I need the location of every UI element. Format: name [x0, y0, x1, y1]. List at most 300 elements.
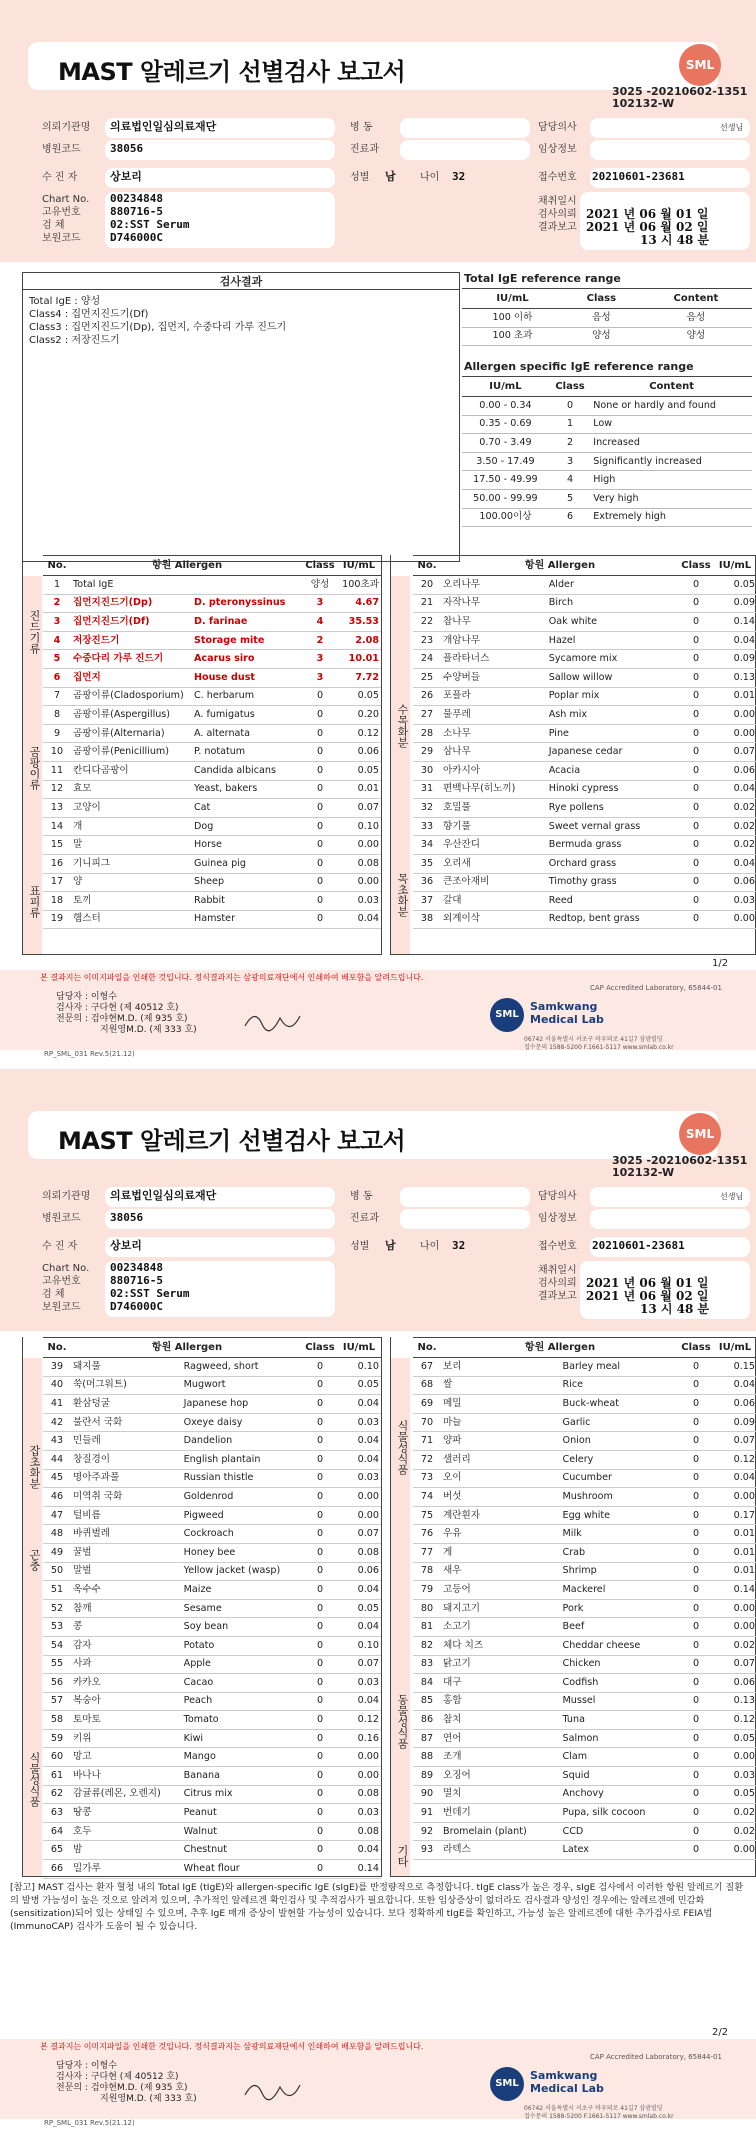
allergen-table-right	[390, 555, 756, 955]
allergen-class: 0	[303, 706, 337, 725]
allergen-value: 0.04	[337, 1450, 381, 1469]
allergen-kr: 집먼지	[71, 668, 192, 687]
allergen-en: Pigweed	[182, 1506, 303, 1525]
allergen-en: Tomato	[182, 1711, 303, 1730]
allergen-kr: 감자	[71, 1636, 182, 1655]
allergen-no: 27	[413, 706, 441, 725]
reception-value: 20210601-23681	[592, 1239, 685, 1252]
page-number: 2/2	[712, 2027, 729, 2038]
allergen-kr: 참치	[441, 1711, 561, 1730]
allergen-kr: 메밀	[441, 1395, 561, 1414]
allergen-class: 3	[303, 594, 337, 613]
col-header: Class	[303, 1338, 337, 1358]
allergen-en: Apple	[182, 1655, 303, 1674]
category-plant-food-2: 식물성식품	[391, 1358, 410, 1507]
allergen-kr: 창질경이	[71, 1450, 182, 1469]
table-row	[43, 1655, 381, 1674]
allergen-value: 0.12	[337, 1711, 381, 1730]
allergen-value: 0.00	[337, 873, 381, 892]
allergen-value: 0.06	[713, 1674, 756, 1693]
allergen-en: Reed	[547, 892, 679, 911]
allergen-en: Buck-wheat	[561, 1395, 679, 1414]
table-row	[413, 1543, 756, 1562]
allergen-class: 0	[679, 1450, 713, 1469]
allergen-class: 0	[679, 743, 713, 762]
allergen-value: 7.72	[337, 668, 381, 687]
allergen-no: 22	[413, 613, 441, 632]
allergen-kr: 물푸레	[441, 706, 547, 725]
allergen-no: 6	[43, 668, 71, 687]
total-ref-table	[462, 288, 752, 346]
ward-label: 병 동	[350, 1191, 373, 1202]
results-lines	[29, 295, 286, 347]
table-row	[43, 892, 381, 911]
allergen-no: 76	[413, 1525, 441, 1544]
allergen-class: 0	[679, 631, 713, 650]
ref-cell: 0	[549, 397, 591, 416]
allergen-class: 0	[303, 1450, 337, 1469]
patient-info	[0, 112, 756, 262]
allergen-en: Acacia	[547, 761, 679, 780]
allergen-class: 0	[679, 1413, 713, 1432]
col-header: IU/mL	[713, 1338, 756, 1358]
hospital-code-label: 병원코드	[42, 144, 81, 155]
allergen-value: 0.12	[713, 1711, 756, 1730]
ref-cell: 음성	[640, 309, 752, 328]
allergen-no: 78	[413, 1562, 441, 1581]
allergen-no: 43	[43, 1432, 71, 1451]
allergen-no: 25	[413, 668, 441, 687]
ref-cell: 0.35 - 0.69	[462, 415, 549, 434]
allergen-value: 0.04	[713, 1469, 756, 1488]
table-row	[462, 397, 752, 416]
table-row	[413, 687, 756, 706]
title-box	[28, 1111, 718, 1159]
allergen-no: 88	[413, 1748, 441, 1767]
allergen-en: Peanut	[182, 1804, 303, 1823]
staff-label: 담당자 :	[56, 992, 88, 1002]
allergen-class: 0	[679, 1376, 713, 1395]
allergen-en: Celery	[561, 1450, 679, 1469]
allergen-value: 0.00	[337, 1748, 381, 1767]
table-row	[43, 1469, 381, 1488]
allergen-class: 0	[679, 1506, 713, 1525]
allergen-value: 0.05	[713, 1729, 756, 1748]
staff-name: 이형수	[90, 992, 117, 1002]
allergen-en: Pork	[561, 1599, 679, 1618]
allergen-en: Hamster	[192, 910, 303, 929]
allergen-kr: 사과	[71, 1655, 182, 1674]
allergen-class: 0	[303, 817, 337, 836]
col-header: 항원 Allergen	[71, 556, 303, 576]
specimen-value: 02:SST Serum	[110, 1287, 190, 1300]
category-tree-pollen: 수목화분	[391, 576, 410, 806]
allergen-value: 0.08	[337, 854, 381, 873]
allergen-kr: 참깨	[71, 1599, 182, 1618]
allergen-value: 0.08	[337, 1822, 381, 1841]
allergen-no: 84	[413, 1674, 441, 1693]
sml-logo-icon: SML	[679, 44, 721, 86]
allergen-no: 8	[43, 706, 71, 725]
allergen-no: 18	[43, 892, 71, 911]
allergen-kr: 고양이	[71, 799, 192, 818]
allergen-en: C. herbarum	[192, 687, 303, 706]
sml-name: Samkwang Medical Lab	[530, 1000, 604, 1026]
allergen-value: 0.02	[713, 836, 756, 855]
staff-label: 검사자 :	[56, 2072, 88, 2082]
allergen-value: 0.00	[337, 836, 381, 855]
table-row	[413, 1432, 756, 1451]
allergen-en: Pine	[547, 724, 679, 743]
allergen-no: 47	[43, 1506, 71, 1525]
allergen-class: 0	[303, 1711, 337, 1730]
allergen-class: 0	[303, 1395, 337, 1414]
ward-label: 병 동	[350, 122, 373, 133]
allergen-class: 0	[679, 1525, 713, 1544]
table-row	[43, 817, 381, 836]
category-mold: 곰팡이류	[23, 688, 42, 818]
report-page-2	[0, 1069, 756, 2138]
allergen-kr: 조개	[441, 1748, 561, 1767]
allergen-en: Cheddar cheese	[561, 1636, 679, 1655]
allergen-no: 26	[413, 687, 441, 706]
ref-cell: 6	[549, 508, 591, 527]
table-row	[413, 1376, 756, 1395]
table-row	[462, 508, 752, 527]
allergen-class: 0	[303, 1618, 337, 1637]
allergen-kr: 옥수수	[71, 1581, 182, 1600]
allergen-en: Barley meal	[561, 1358, 679, 1377]
allergen-en: Russian thistle	[182, 1469, 303, 1488]
cap-lab: CAP Accredited Laboratory, 65844-01	[590, 984, 722, 992]
table-row	[413, 1729, 756, 1748]
allergen-kr: 양	[71, 873, 192, 892]
allergen-kr: 우산잔디	[441, 836, 547, 855]
allergen-en: Shrimp	[561, 1562, 679, 1581]
ref-cell: 양성	[640, 327, 752, 346]
table-row	[413, 668, 756, 687]
table-row	[413, 761, 756, 780]
allergen-no: 69	[413, 1395, 441, 1414]
table-row	[413, 1395, 756, 1414]
ref-cell: Significantly increased	[591, 452, 752, 471]
allergen-kr: 외계이삭	[441, 910, 547, 929]
unique-label: 고유번호	[42, 1276, 81, 1287]
address: 06742 서울특별시 서초구 바우뫼로 41길7 삼광빌딩	[524, 1036, 663, 1043]
table-row	[43, 1711, 381, 1730]
allergen-kr: 홍합	[441, 1692, 561, 1711]
allergen-en: Storage mite	[192, 631, 303, 650]
allergen-value: 0.03	[337, 1469, 381, 1488]
allergen-kr: 연어	[441, 1729, 561, 1748]
allergen-no: 16	[43, 854, 71, 873]
chart-value: 00234848	[110, 1261, 163, 1274]
table-row	[43, 1525, 381, 1544]
staff-label: 전문의 :	[56, 2083, 88, 2093]
allergen-kr: 보리	[441, 1358, 561, 1377]
allergen-en: Mugwort	[182, 1376, 303, 1395]
test-date: 2021 년 06 월 01 일	[586, 1276, 709, 1290]
clinical-label: 임상정보	[538, 144, 577, 155]
allergen-en: Timothy grass	[547, 873, 679, 892]
sex-label: 성별	[350, 172, 370, 183]
allergen-kr: 명아주과풀	[71, 1469, 182, 1488]
allergen-no: 86	[413, 1711, 441, 1730]
table-row	[43, 1674, 381, 1693]
ref-cell: 음성	[563, 309, 640, 328]
allergen-en: Mackerel	[561, 1581, 679, 1600]
report-id-suffix: 102132-W	[612, 1166, 675, 1179]
allergen-class: 0	[679, 780, 713, 799]
ref-cell: Extremely high	[591, 508, 752, 527]
col-header: 항원 Allergen	[441, 556, 679, 576]
patient-label: 수 진 자	[42, 172, 78, 183]
allergen-no: 48	[43, 1525, 71, 1544]
allergen-class: 0	[303, 854, 337, 873]
table-row	[413, 594, 756, 613]
allergen-kr: 닭고기	[441, 1655, 561, 1674]
allergen-value: 0.00	[337, 1506, 381, 1525]
allergen-class: 0	[303, 892, 337, 911]
storage-label: 보원코드	[42, 1302, 81, 1313]
table-row	[43, 668, 381, 687]
sml-name: Samkwang Medical Lab	[530, 2069, 604, 2095]
table-row	[462, 415, 752, 434]
collect-label: 채취일시	[538, 1265, 577, 1276]
table-row	[43, 706, 381, 725]
print-warning: 본 결과지는 이미지파일을 인쇄한 것입니다. 정식결과지는 삼광의료재단에서 인쇄하여 배포함을 알려드립니다.	[40, 2042, 424, 2051]
allergen-en: Milk	[561, 1525, 679, 1544]
allergen-en: Rice	[561, 1376, 679, 1395]
sex-value: 남	[385, 1239, 396, 1252]
allergen-en: Oxeye daisy	[182, 1413, 303, 1432]
allergen-en: A. fumigatus	[192, 706, 303, 725]
allergen-no: 34	[413, 836, 441, 855]
allergen-value: 0.17	[713, 1506, 756, 1525]
allergen-kr: 환삼덩굴	[71, 1395, 182, 1414]
col-header: 항원 Allergen	[441, 1338, 679, 1358]
allergen-en: Orchard grass	[547, 854, 679, 873]
form-code: RP_SML_031 Rev.5(21.12)	[44, 1050, 135, 1058]
cap-lab: CAP Accredited Laboratory, 65844-01	[590, 2053, 722, 2061]
chart-label: Chart No.	[42, 1263, 90, 1274]
allergen-en: Horse	[192, 836, 303, 855]
allergen-value: 0.03	[337, 892, 381, 911]
table-row	[462, 327, 752, 346]
table-row	[43, 1488, 381, 1507]
staff-block	[56, 2061, 197, 2105]
allergen-table-left	[22, 555, 382, 955]
allergen-en: Dog	[192, 817, 303, 836]
table-row	[43, 1543, 381, 1562]
table-row	[43, 724, 381, 743]
allergen-value: 0.10	[337, 1636, 381, 1655]
allergen-kr: 돼지풀	[71, 1358, 182, 1377]
allergen-no: 29	[413, 743, 441, 762]
allergen-en: Sesame	[182, 1599, 303, 1618]
allergen-class: 3	[303, 668, 337, 687]
signature-icon	[240, 2075, 310, 2105]
allergen-class: 0	[679, 706, 713, 725]
table-row	[413, 817, 756, 836]
allergen-class: 0	[303, 780, 337, 799]
allergen-value: 0.04	[337, 1432, 381, 1451]
allergen-en: Pupa, silk cocoon	[561, 1804, 679, 1823]
ref-cell: 17.50 - 49.99	[462, 471, 549, 490]
allergen-value: 0.04	[713, 780, 756, 799]
allergen-kr: 햄스터	[71, 910, 192, 929]
allergen-en: Hazel	[547, 631, 679, 650]
allergen-kr: 게	[441, 1543, 561, 1562]
table-row	[413, 1692, 756, 1711]
allergen-kr: 기니피그	[71, 854, 192, 873]
allergen-value: 0.01	[337, 780, 381, 799]
report-title: MAST 알레르기 선별검사 보고서	[58, 58, 406, 86]
allergen-no: 11	[43, 761, 71, 780]
allergen-value: 0.09	[713, 1413, 756, 1432]
result-time: 13 시 48 분	[640, 233, 710, 247]
allergen-no: 57	[43, 1692, 71, 1711]
allergen-no: 62	[43, 1785, 71, 1804]
allergen-class: 0	[679, 873, 713, 892]
allergen-kr: 칸디다곰팡이	[71, 761, 192, 780]
allergen-kr: 털비름	[71, 1506, 182, 1525]
allergen-kr: 계란흰자	[441, 1506, 561, 1525]
allergen-class: 0	[303, 1785, 337, 1804]
allergen-en: Soy bean	[182, 1618, 303, 1637]
allergen-en: Sallow willow	[547, 668, 679, 687]
table-row	[43, 799, 381, 818]
allergen-kr: 샐러리	[441, 1450, 561, 1469]
ref-cell: 1	[549, 415, 591, 434]
allergen-class: 0	[679, 1488, 713, 1507]
allergen-value: 0.09	[713, 650, 756, 669]
category-grass-pollen: 목초화분	[391, 806, 410, 954]
allergen-kr: 오리나무	[441, 576, 547, 595]
allergen-kr: 말	[71, 836, 192, 855]
allergen-class: 0	[303, 1581, 337, 1600]
allergen-class: 0	[303, 724, 337, 743]
allergen-en: Hinoki cypress	[547, 780, 679, 799]
clinical-label: 임상정보	[538, 1213, 577, 1224]
allergen-en: Sweet vernal grass	[547, 817, 679, 836]
allergen-class: 0	[679, 576, 713, 595]
allergen-value: 0.06	[713, 873, 756, 892]
allergen-class: 0	[679, 1767, 713, 1786]
allergen-value: 0.14	[713, 613, 756, 632]
institution-value: 의료법인일심의료재단	[110, 1189, 217, 1202]
table-row	[413, 1655, 756, 1674]
sml-footer-logo-icon: SML	[490, 2067, 524, 2101]
allergen-en: P. notatum	[192, 743, 303, 762]
allergen-value: 0.13	[713, 1692, 756, 1711]
col-header: IU/mL	[713, 556, 756, 576]
ref-cell: 2	[549, 434, 591, 453]
allergen-kr: 참나무	[441, 613, 547, 632]
allergen-kr: 체다 치즈	[441, 1636, 561, 1655]
allergen-kr: 편백나무(히노끼)	[441, 780, 547, 799]
allergen-class: 0	[679, 1358, 713, 1377]
result-date-label: 결과보고	[538, 1291, 577, 1302]
form-code: RP_SML_031 Rev.5(21.12)	[44, 2119, 135, 2127]
allergen-kr: 바나나	[71, 1767, 182, 1786]
allergen-kr: 호두	[71, 1822, 182, 1841]
allergen-class: 0	[303, 1488, 337, 1507]
allergen-value: 0.06	[713, 761, 756, 780]
table-row	[43, 1450, 381, 1469]
table-row	[413, 1506, 756, 1525]
reception-label: 접수번호	[538, 172, 577, 183]
table-row	[413, 836, 756, 855]
reference-panel	[462, 270, 756, 562]
allergen-kr: 불란서 국화	[71, 1413, 182, 1432]
allergen-no: 79	[413, 1581, 441, 1600]
allergen-no: 9	[43, 724, 71, 743]
result-line: Class4 : 집먼지진드기(Df)	[29, 309, 149, 320]
test-date-label: 검사의뢰	[538, 209, 577, 220]
allergen-class: 0	[679, 668, 713, 687]
ref-cell: 100 초과	[462, 327, 563, 346]
category-animal-food: 동물성식품	[391, 1507, 410, 1825]
allergen-no: 60	[43, 1748, 71, 1767]
allergen-kr: 미역취 국화	[71, 1488, 182, 1507]
result-date: 2021 년 06 월 02 일	[586, 220, 709, 234]
table-row	[43, 687, 381, 706]
allergen-en: Clam	[561, 1748, 679, 1767]
allergen-class: 0	[303, 1748, 337, 1767]
allergen-value: 0.15	[713, 1358, 756, 1377]
allergen-no: 64	[43, 1822, 71, 1841]
allergen-no: 4	[43, 631, 71, 650]
allergen-class: 0	[303, 1767, 337, 1786]
allergen-no: 49	[43, 1543, 71, 1562]
allergen-value: 0.04	[337, 1841, 381, 1860]
allergen-no: 61	[43, 1767, 71, 1786]
allergen-kr: 밤	[71, 1841, 182, 1860]
table-row	[43, 1636, 381, 1655]
allergen-en: Sheep	[192, 873, 303, 892]
table-row	[413, 1562, 756, 1581]
allergen-class: 0	[303, 1525, 337, 1544]
allergen-value: 0.00	[713, 1488, 756, 1507]
table-row	[413, 613, 756, 632]
institution-label: 의뢰기관명	[42, 1191, 91, 1202]
allergen-no: 2	[43, 594, 71, 613]
allergen-kr: 향기풀	[441, 817, 547, 836]
allergen-no: 35	[413, 854, 441, 873]
allergen-no: 30	[413, 761, 441, 780]
allergen-class: 0	[303, 1506, 337, 1525]
allergen-value: 0.03	[713, 1767, 756, 1786]
allergen-class: 0	[303, 910, 337, 929]
staff-name: 지원영M.D. (제 333 호)	[100, 1025, 197, 1035]
report-id: 3025 -20210602-1351	[612, 1154, 748, 1167]
allergen-en: Crab	[561, 1543, 679, 1562]
table-row	[462, 489, 752, 508]
table-row	[43, 780, 381, 799]
table-row	[43, 910, 381, 929]
allergen-no: 13	[43, 799, 71, 818]
result-date-label: 결과보고	[538, 222, 577, 233]
allergen-kr: 아카시아	[441, 761, 547, 780]
allergen-class: 2	[303, 631, 337, 650]
allergen-table-right	[390, 1337, 756, 1877]
table-row	[43, 1804, 381, 1823]
staff-name: 검야현M.D. (제 935 호)	[90, 1014, 188, 1024]
table-row	[413, 1488, 756, 1507]
allergen-class: 0	[679, 650, 713, 669]
allergen-en: Candida albicans	[192, 761, 303, 780]
